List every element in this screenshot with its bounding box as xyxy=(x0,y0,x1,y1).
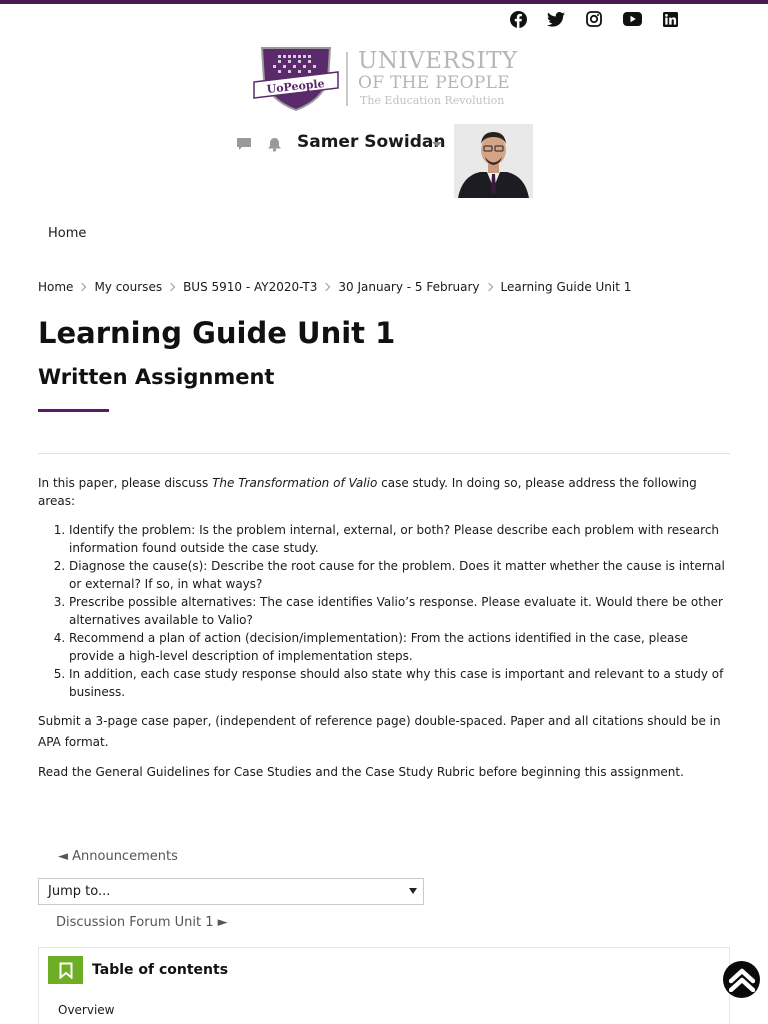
assignment-intro xyxy=(38,474,730,510)
logo-of-the-people: OF THE PEOPLE xyxy=(358,73,510,93)
uopeople-shield-icon xyxy=(252,44,340,112)
breadcrumb-course[interactable]: BUS 5910 - AY2020-T3 xyxy=(183,280,318,294)
youtube-icon[interactable] xyxy=(622,10,642,28)
breadcrumb-home[interactable]: Home xyxy=(38,280,74,294)
twitter-icon[interactable] xyxy=(546,10,566,28)
list-item: 4. Recommend a plan of action (decision/implementation): From the actions identified in the case, please provide a high-level description of implementation steps. xyxy=(69,629,730,665)
user-name[interactable]: Samer Sowidan xyxy=(297,132,446,152)
breadcrumb-current[interactable]: Learning Guide Unit 1 xyxy=(500,280,632,294)
message-icon[interactable] xyxy=(236,137,252,152)
logo-university: UNIVERSITY xyxy=(358,48,518,74)
brand-top-bar xyxy=(0,0,768,4)
svg-text:UoPeople: UoPeople xyxy=(266,77,326,97)
chevron-right-icon xyxy=(484,283,492,291)
table-of-contents xyxy=(38,947,730,1024)
back-to-top-button[interactable] xyxy=(723,961,760,998)
caret-down-icon xyxy=(409,888,417,894)
divider xyxy=(38,453,730,454)
jump-to-select[interactable] xyxy=(38,878,424,905)
toc-title: Table of contents xyxy=(92,962,229,978)
intro-text-before: In this paper, please discuss xyxy=(38,476,213,490)
chevron-right-icon xyxy=(78,283,86,291)
jump-to-value: Jump to... xyxy=(48,884,111,899)
user-bar xyxy=(236,124,536,198)
logo-motto: The Education Revolution xyxy=(360,94,505,107)
page-title: Learning Guide Unit 1 xyxy=(38,316,396,350)
intro-text-after: case study. In doing so, please address the following areas: xyxy=(38,476,697,508)
nav-home-link[interactable]: Home xyxy=(48,226,87,241)
case-study-title: The Transformation of Valio xyxy=(212,476,378,490)
bookmark-icon xyxy=(48,956,83,984)
university-logo[interactable] xyxy=(252,44,518,114)
logo-divider xyxy=(346,52,348,106)
facebook-icon[interactable] xyxy=(508,10,528,28)
next-activity-link[interactable]: Discussion Forum Unit 1 ► xyxy=(56,915,228,930)
breadcrumb-week[interactable]: 30 January - 5 February xyxy=(338,280,480,294)
submission-instructions: Submit a 3-page case paper, (independent of reference page) double-spaced. Paper and all citations should be in APA format. xyxy=(38,714,721,749)
title-accent-line xyxy=(38,409,109,412)
reading-instructions: Read the General Guidelines for Case Studies and the Case Study Rubric before beginning this assignment. xyxy=(38,765,684,779)
breadcrumb-my-courses[interactable]: My courses xyxy=(94,280,163,294)
chevron-right-icon xyxy=(167,283,175,291)
chevron-down-icon[interactable] xyxy=(432,142,442,147)
instagram-icon[interactable] xyxy=(584,10,604,28)
list-item: 2. Diagnose the cause(s): Describe the root cause for the problem. Does it matter whether the cause is internal or external? If so, in what ways? xyxy=(69,557,730,593)
chevron-right-icon xyxy=(322,283,330,291)
assignment-areas-list xyxy=(38,521,730,701)
list-item: 3. Prescribe possible alternatives: The case identifies Valio’s response. Please evaluate it. Would there be other alternatives available to Valio? xyxy=(69,593,730,629)
toc-item-overview[interactable]: Overview xyxy=(58,1003,115,1017)
linkedin-icon[interactable] xyxy=(660,10,680,28)
list-item: 1. Identify the problem: Is the problem internal, external, or both? Please describe each problem with research information found outside the case study. xyxy=(69,521,730,557)
assignment-content xyxy=(38,474,730,781)
notification-bell-icon[interactable] xyxy=(267,137,282,152)
list-item: 5. In addition, each case study response should also state why this case is important and relevant to a study of business. xyxy=(69,665,730,701)
double-chevron-up-icon xyxy=(729,968,755,992)
page-subtitle: Written Assignment xyxy=(38,365,275,389)
social-links xyxy=(508,10,680,28)
avatar[interactable] xyxy=(454,124,533,198)
previous-activity-link[interactable]: ◄ Announcements xyxy=(58,849,178,864)
breadcrumb xyxy=(38,280,631,294)
